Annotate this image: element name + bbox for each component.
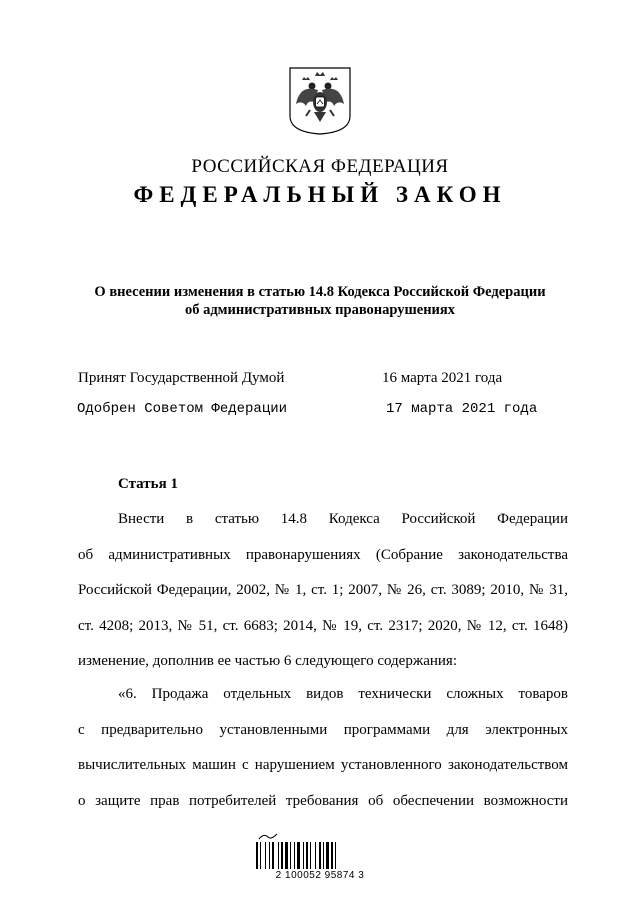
adoption-date: 16 марта 2021 года [382, 370, 503, 386]
article-paragraph [78, 502, 568, 680]
text-line: вычислительных машин с нарушением установленного законодательством [78, 757, 568, 773]
text-line: о защите прав потребителей требования об обеспечении возможности [78, 792, 568, 809]
article-heading: Статья 1 [118, 476, 178, 492]
approved-by: Одобрен Советом Федерации [77, 401, 288, 417]
law-subject [60, 283, 580, 319]
adopted-by: Принят Государственной Думой [78, 370, 285, 386]
text-line: Внести в статью 14.8 Кодекса Российской Федерации [118, 511, 568, 527]
barcode-number: 2 100052 95874 3 [275, 870, 365, 881]
state-name: РОССИЙСКАЯ ФЕДЕРАЦИЯ [191, 156, 449, 177]
document-barcode [250, 832, 390, 882]
barcode-icon [254, 842, 386, 869]
coat-of-arms-icon [288, 66, 352, 136]
text-line: «6. Продажа отдельных видов технически сложных товаров [118, 686, 568, 702]
subject-line: О внесении изменения в статью 14.8 Кодекса Российской Федерации [94, 284, 546, 300]
text-line: об административных правонарушениях (Собрание законодательства [78, 546, 568, 563]
law-type-title: ФЕДЕРАЛЬНЫЙ ЗАКОН [133, 182, 507, 207]
approval-date: 17 марта 2021 года [386, 401, 538, 417]
signature-mark-icon [258, 832, 278, 841]
text-line: с предварительно установленными программами для электронных [78, 721, 568, 738]
text-line: изменение, дополнив ее частью 6 следующего содержания: [78, 653, 457, 669]
text-line: Российской Федерации, 2002, № 1, ст. 1; 2007, № 26, ст. 3089; 2010, № 31, [78, 582, 568, 598]
subject-line: об административных правонарушениях [184, 302, 456, 318]
article-paragraph [78, 677, 568, 819]
text-line: ст. 4208; 2013, № 51, ст. 6683; 2014, № 19, ст. 2317; 2020, № 12, ст. 1648) [78, 617, 568, 634]
